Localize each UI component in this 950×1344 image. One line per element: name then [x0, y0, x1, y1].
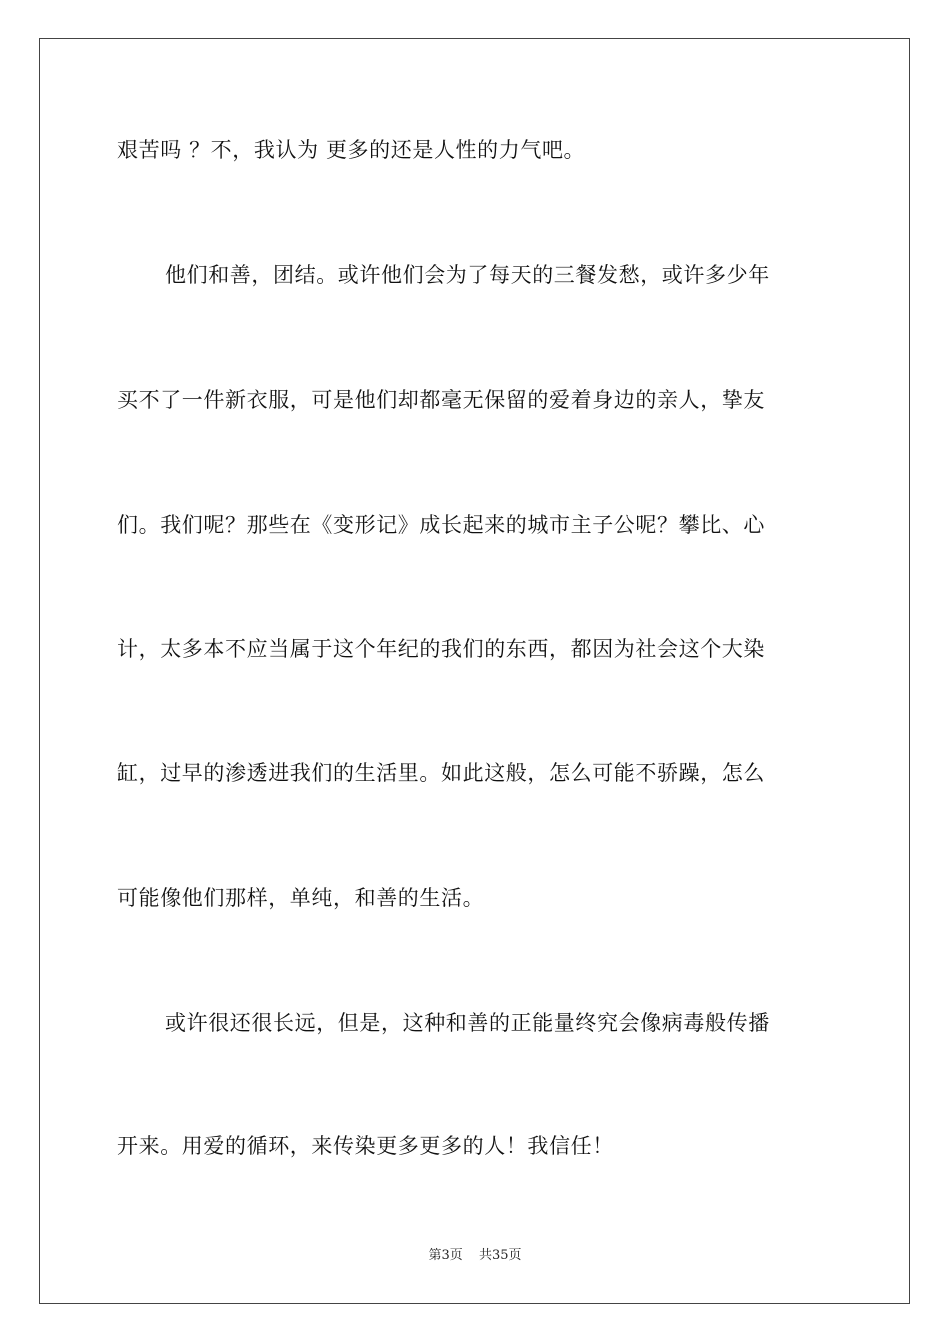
text-line-5: 计，太多本不应当属于这个年纪的我们的东西，都因为社会这个大染	[117, 637, 765, 661]
page-footer	[0, 1248, 950, 1264]
text-line-7: 可能像他们那样，单纯，和善的生活。	[117, 886, 485, 910]
text-line-2: 他们和善，团结。或许他们会为了每天的三餐发愁，或许多少年	[165, 263, 770, 287]
text-line-1: 艰苦吗 ？不，我认为 更多的还是人性的力气吧。	[117, 138, 586, 162]
page-frame	[39, 38, 910, 1304]
text-line-4: 们。我们呢？那些在《变形记》成长起来的城市主子公呢？攀比、心	[117, 513, 765, 537]
text-line-6: 缸，过早的渗透进我们的生活里。如此这般，怎么可能不骄躁，怎么	[117, 761, 765, 785]
page-total: 共35页	[478, 1248, 522, 1263]
page-number: 第3页	[428, 1248, 463, 1263]
text-line-9: 开来。用爱的循环，来传染更多更多的人！我信任！	[117, 1134, 614, 1158]
text-line-8: 或许很还很长远，但是，这种和善的正能量终究会像病毒般传播	[165, 1011, 770, 1035]
text-line-3: 买不了一件新衣服，可是他们却都毫无保留的爱着身边的亲人，挚友	[117, 388, 765, 412]
